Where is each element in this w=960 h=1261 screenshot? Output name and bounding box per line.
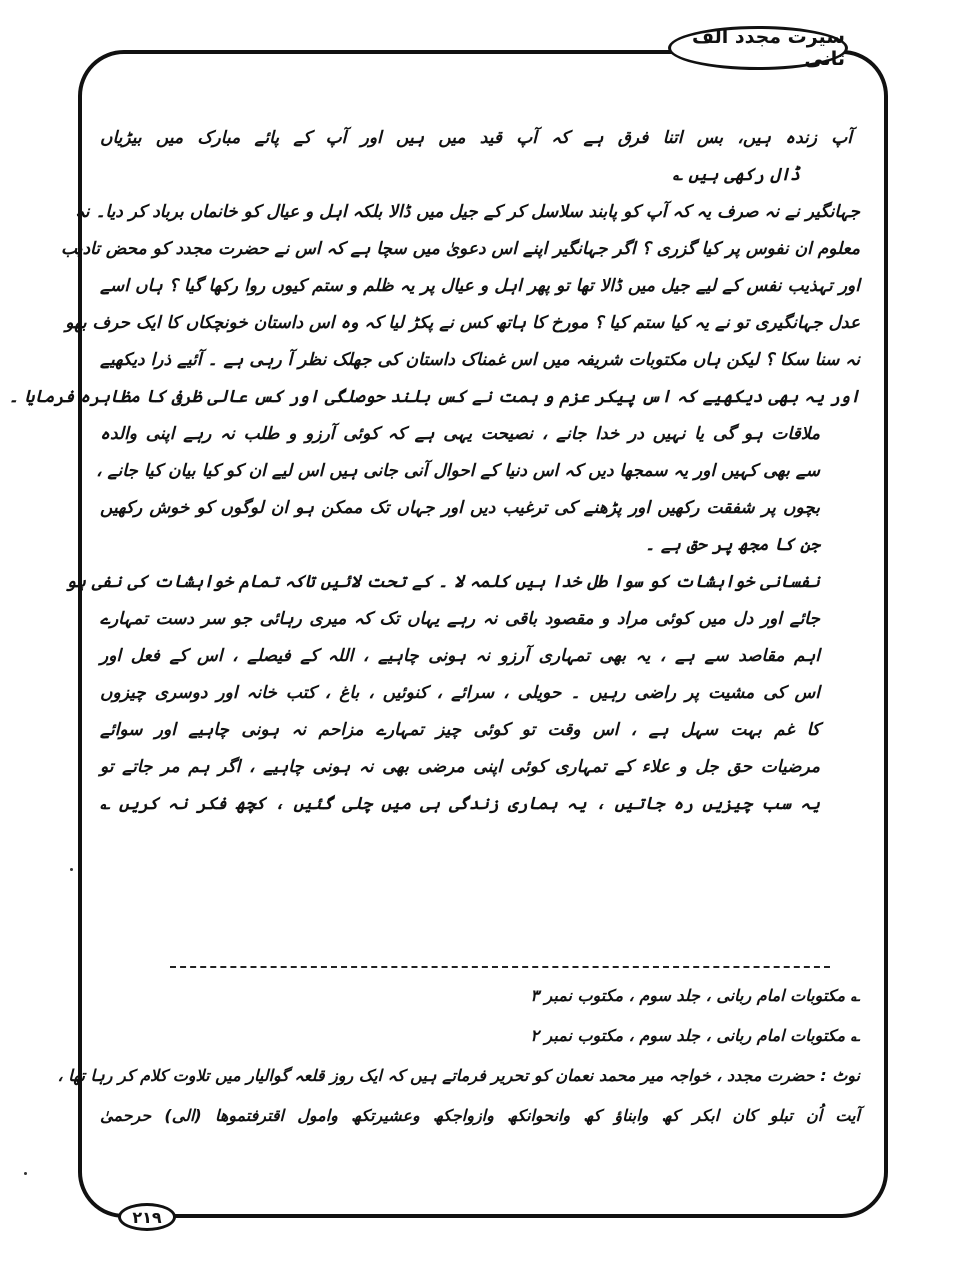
quote-line: اس کی مشیت پر راضی رہیں ۔ حویلی ، سرائے ، کنوئیں ، باغ ، کتب خانہ اور دوسری چیزوں	[100, 683, 820, 703]
footnote-divider	[170, 966, 830, 968]
quote-line: ملاقات ہو گی یا نہیں در خدا جانے ، نصیحت یہی ہے کہ کوئی آرزو و طلب نہ رہے اپنی والدہ	[100, 424, 820, 444]
footnote-1: ؎ مکتوبات امام ربانی ، جلد سوم ، مکتوب نمبر ۳	[530, 986, 860, 1005]
quote-line: سے بھی کہیں اور یہ سمجھا دیں کہ اس دنیا کے احوال آنی جانی ہیں اس لیے ان کو کیا بیان کیا جانے ،	[96, 461, 820, 481]
text-line: آپ زندہ ہیں، بس اتنا فرق ہے کہ آپ قید میں ہیں اور آپ کے پائے مبارک میں بیڑیاں	[100, 128, 852, 148]
main-text	[8, 120, 860, 823]
note-line: آیت اُن تبلو کان ابکر کھ وابناؤ کھ وانحوانکھ وازواجکھ وعشیرتکھ وامول اقترفتموھا (الی) حرحمیٰ	[100, 1106, 860, 1125]
page-number: ۲۱۹	[132, 1207, 162, 1227]
note-line: نوٹ : حضرت مجدد ، خواجہ میر محمد نعمان کو تحریر فرماتے ہیں کہ ایک روز قلعہ گوالیار میں تلاوت کلام کر رہا تھا ،	[57, 1066, 860, 1085]
quote-line: نفسانی خواہشات کو سوا طل خدا ہیں کلمہ لا ۔ کے تحت لائیں تاکہ تمام خواہشات کی نفی ہو	[66, 572, 820, 592]
text-line: نہ سنا سکا ؟ لیکن ہاں مکتوبات شریفہ میں اس غمناک داستان کی جھلک نظر آ رہی ہے ۔ آئیے ذرا دیکھیے	[100, 350, 860, 370]
text-line: اور یہ بھی دیکھیے کہ اس پیکر عزم و ہمت نے کس بلند حوصلگی اور کس عالی ظرفی کا مظاہرہ فرمایا ۔	[8, 387, 860, 407]
running-header-title: سیرت مجدد الف ثانی	[691, 26, 845, 70]
quote-line: یہ سب چیزیں رہ جاتیں ، یہ ہماری زندگی ہی میں چلی گئیں ، کچھ فکر نہ کریں ؎	[100, 794, 820, 814]
quote-line: کا غم بہت سہل ہے ، اس وقت تو کوئی چیز تمہارے مزاحم نہ ہونی چاہیے اور سوائے	[100, 720, 820, 740]
text-line: معلوم ان نفوس پر کیا گزری ؟ اگر جہانگیر اپنے اس دعویٰ میں سچا ہے کہ اس نے حضرت مجدد کو محض تادیب	[61, 239, 860, 259]
text-line: اور تہذیب نفس کے لیے جیل میں ڈالا تھا تو پھر اہل و عیال پر یہ ظلم و ستم کیوں روا رکھا گیا ؟ ہاں اسے	[100, 276, 860, 296]
quote-line: مرضیات حق جل و علاء کے تمہاری کوئی اپنی مرضی بھی نہ ہونی چاہیے ، اگر ہم مر جاتے تو	[100, 757, 820, 777]
scan-speck	[70, 868, 73, 871]
quote-line: جن کا مجھ پر حق ہے ۔	[645, 535, 820, 555]
running-header	[668, 26, 848, 70]
text-line: ڈال رکھی ہیں ؎	[672, 165, 800, 185]
footnote-2: ؎ مکتوبات امام ربانی ، جلد سوم ، مکتوب نمبر ۲	[530, 1026, 860, 1045]
quote-line: اہم مقاصد سے ہے ، یہ بھی تمہاری آرزو نہ ہونی چاہیے ، اللہ کے فیصلے ، اس کے فعل اور	[100, 646, 820, 666]
page-number-badge	[118, 1203, 176, 1231]
text-line: عدل جہانگیری تو نے یہ کیا ستم کیا ؟ مورخ کا ہاتھ کس نے پکڑ لیا کہ وہ اس داستان خونچکاں کا ایک حرف بھو	[65, 313, 860, 333]
quote-line: جائے اور دل میں کوئی مراد و مقصود باقی نہ رہے یہاں تک کہ میری رہائی جو سر دست تمہارے	[100, 609, 820, 629]
quote-line: بچوں پر شفقت رکھیں اور پڑھنے کی ترغیب دیں اور جہاں تک ممکن ہو ان لوگوں کو خوش رکھیں	[100, 498, 820, 518]
text-line: جہانگیر نے نہ صرف یہ کہ آپ کو پابند سلاسل کر کے جیل میں ڈالا بلکہ اہل و عیال کو خانماں برباد کر دیا۔ نہ	[74, 202, 860, 222]
scan-speck	[24, 1172, 27, 1175]
footnotes	[57, 976, 860, 1136]
